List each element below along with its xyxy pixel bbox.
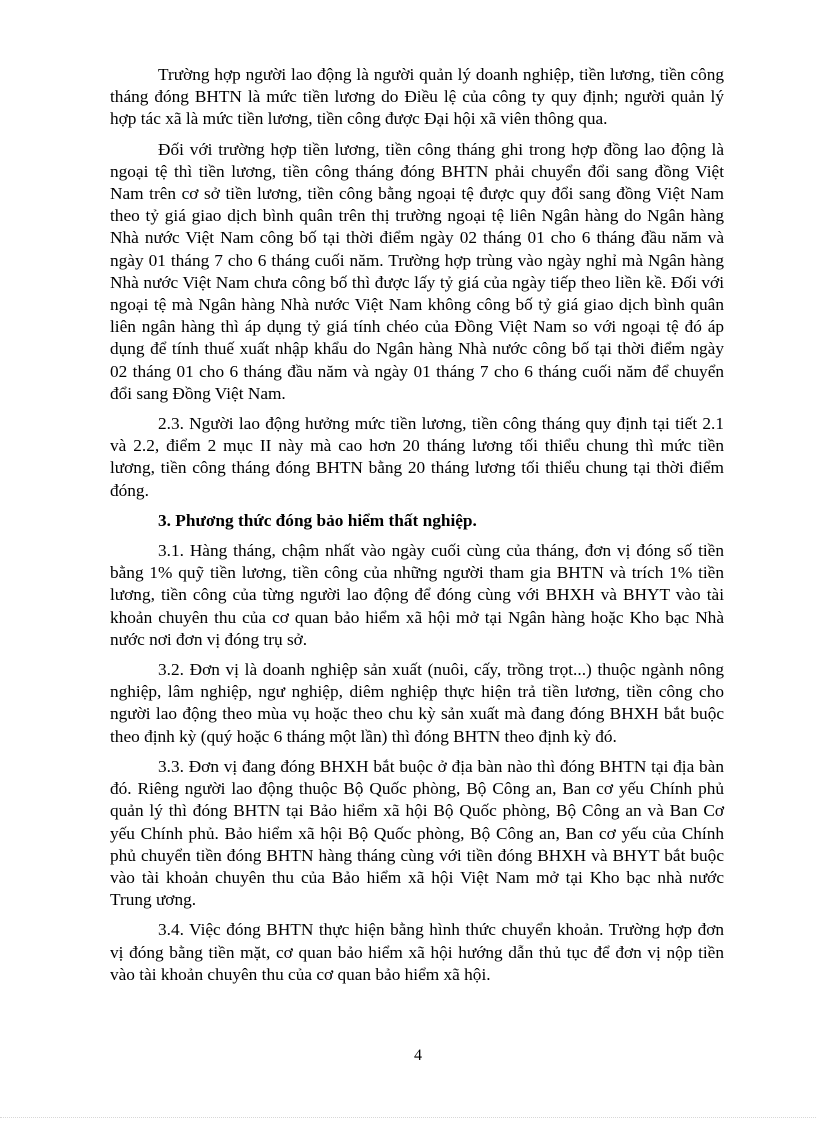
paragraph-3-4: 3.4. Việc đóng BHTN thực hiện bằng hình thức chuyển khoản. Trường hợp đơn vị đóng bằng tiền mặt, cơ quan bảo hiểm xã hội hướng dẫn thủ tục để đơn vị nộp tiền vào tài khoản chuyên thu của cơ quan bảo hiểm xã hội.: [110, 920, 724, 984]
paragraph-3-1: 3.1. Hàng tháng, chậm nhất vào ngày cuối cùng của tháng, đơn vị đóng số tiền bằng 1% quỹ tiền lương, tiền công của những người tham gia BHTN và trích 1% tiền lương, tiền công của từng người lao động để đóng cùng với BHXH và BHYT vào tài khoản chuyên thu của cơ quan bảo hiểm xã hội mở tại Ngân hàng hoặc Kho bạc Nhà nước nơi đơn vị đóng trụ sở.: [110, 541, 724, 649]
paragraph-3-3: 3.3. Đơn vị đang đóng BHXH bắt buộc ở địa bàn nào thì đóng BHTN tại địa bàn đó. Riêng người lao động thuộc Bộ Quốc phòng, Bộ Công an, Ban cơ yếu Chính phủ quản lý thì đóng BHTN tại Bảo hiểm xã hội Bộ Quốc phòng, Bộ Công an và Ban Cơ yếu Chính phủ. Bảo hiểm xã hội Bộ Quốc phòng, Bộ Công an, Ban cơ yếu của Chính phủ chuyển tiền đóng BHTN hàng tháng cùng với tiền đóng BHXH và BHYT bắt buộc vào tài khoản chuyên thu của Bảo hiểm xã hội Việt Nam mở tại Kho bạc nhà nước Trung ương.: [110, 756, 724, 910]
document-body: [110, 64, 724, 994]
paragraph-2-3: 2.3. Người lao động hưởng mức tiền lương, tiền công tháng quy định tại tiết 2.1 và 2.2, điểm 2 mục II này mà cao hơn 20 tháng lương tối thiểu chung thì mức tiền lương, tiền công tháng đóng BHTN bằng 20 tháng lương tối thiểu chung tại thời điểm đóng.: [110, 414, 724, 500]
paragraph-3-2: 3.2. Đơn vị là doanh nghiệp sản xuất (nuôi, cấy, trồng trọt...) thuộc ngành nông nghiệp, lâm nghiệp, ngư nghiệp, diêm nghiệp thực hiện trả tiền lương, tiền công cho người lao động theo mùa vụ hoặc theo chu kỳ sản xuất mà đang đóng BHXH bắt buộc theo định kỳ (quý hoặc 6 tháng một lần) thì đóng BHTN theo định kỳ đó.: [110, 660, 724, 746]
paragraph-foreign-currency: Đối với trường hợp tiền lương, tiền công tháng ghi trong hợp đồng lao động là ngoại tệ thì tiền lương, tiền công tháng đóng BHTN phải chuyển đổi sang đồng Việt Nam trên cơ sở tiền lương, tiền công bằng ngoại tệ được quy đổi sang đồng Việt Nam theo tỷ giá giao dịch bình quân trên thị trường ngoại tệ liên Ngân hàng do Ngân hàng Nhà nước Việt Nam công bố tại thời điểm ngày 02 tháng 01 cho 6 tháng đầu năm và ngày 01 tháng 7 cho 6 tháng cuối năm. Trường hợp trùng vào ngày nghỉ mà Ngân hàng Nhà nước Việt Nam chưa công bố thì được lấy tỷ giá của ngày tiếp theo liền kề. Đối với ngoại tệ mà Ngân hàng Nhà nước Việt Nam không công bố tỷ giá giao dịch bình quân liên ngân hàng thì áp dụng tỷ giá tính chéo của Đồng Việt Nam so với ngoại tệ đó áp dụng để tính thuế xuất nhập khẩu do Ngân hàng Nhà nước công bố tại thời điểm ngày 02 tháng 01 cho 6 tháng đầu năm và ngày 01 tháng 7 cho 6 tháng cuối năm để chuyển đổi sang Đồng Việt Nam.: [110, 139, 724, 403]
page-number: 4: [414, 1047, 422, 1064]
page-edge-divider: [0, 1117, 816, 1118]
section-heading-3: 3. Phương thức đóng bảo hiểm thất nghiệp.: [158, 510, 477, 530]
paragraph-manager-salary: Trường hợp người lao động là người quản lý doanh nghiệp, tiền lương, tiền công tháng đóng BHTN là mức tiền lương do Điều lệ của công ty quy định; người quản lý hợp tác xã là mức tiền lương, tiền công được Đại hội xã viên thông qua.: [110, 65, 724, 129]
